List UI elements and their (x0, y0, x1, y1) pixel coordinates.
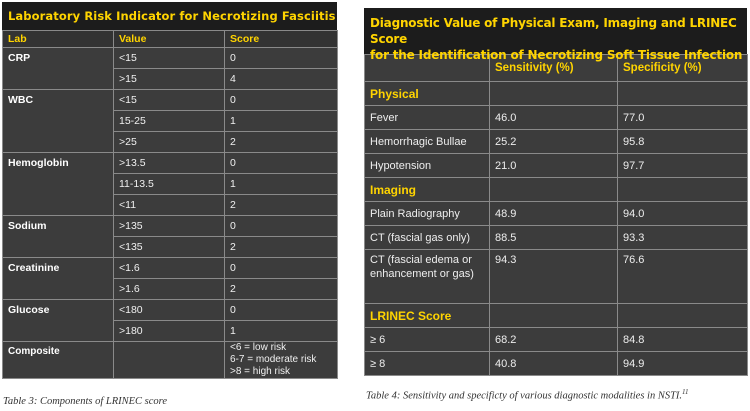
header-score: Score (225, 31, 338, 48)
risk-line: 6-7 = moderate risk (230, 354, 317, 365)
value-cell: <11 (114, 195, 225, 216)
section-label: Imaging (365, 178, 490, 202)
table3-grid (2, 30, 338, 379)
lab-name-cell: Composite (3, 342, 114, 379)
sensitivity-cell: 48.9 (490, 202, 618, 226)
lab-name-cell: WBC (3, 90, 114, 153)
table-row (365, 154, 748, 178)
lab-name-cell: Creatinine (3, 258, 114, 300)
table4-body (365, 82, 748, 376)
sensitivity-cell: 40.8 (490, 352, 618, 376)
empty-cell (490, 178, 618, 202)
table4-grid (364, 54, 748, 376)
table4-title-line1: Diagnostic Value of Physical Exam, Imaging and LRINEC Score (370, 16, 737, 46)
header-specificity: Specificity (%) (618, 55, 748, 82)
specificity-cell: 84.8 (618, 328, 748, 352)
value-cell: >13.5 (114, 153, 225, 174)
score-cell: 0 (225, 48, 338, 69)
section-label: LRINEC Score (365, 304, 490, 328)
table3-body (3, 48, 338, 379)
modality-cell: Hypotension (365, 154, 490, 178)
modality-cell: CT (fascial edema or enhancement or gas) (365, 250, 490, 304)
table-row (365, 202, 748, 226)
score-cell: 1 (225, 111, 338, 132)
value-cell: >25 (114, 132, 225, 153)
value-cell: <180 (114, 300, 225, 321)
table-row (3, 258, 338, 279)
table4-caption-ref: 11 (682, 388, 689, 396)
specificity-cell: 93.3 (618, 226, 748, 250)
value-cell: <135 (114, 237, 225, 258)
value-cell: 15-25 (114, 111, 225, 132)
table-row (365, 328, 748, 352)
sensitivity-cell: 46.0 (490, 106, 618, 130)
table-row (365, 106, 748, 130)
risk-line: >8 = high risk (230, 366, 291, 377)
specificity-cell: 94.9 (618, 352, 748, 376)
table-row (3, 216, 338, 237)
modality-cell: Fever (365, 106, 490, 130)
section-row (365, 82, 748, 106)
specificity-cell: 94.0 (618, 202, 748, 226)
empty-cell (618, 304, 748, 328)
modality-cell: Plain Radiography (365, 202, 490, 226)
sensitivity-cell: 25.2 (490, 130, 618, 154)
score-cell: 0 (225, 153, 338, 174)
value-cell: >135 (114, 216, 225, 237)
score-cell: 2 (225, 195, 338, 216)
table4-title-line2: for the Identification of Necrotizing Soft Tissue Infection (370, 48, 743, 62)
value-cell: <15 (114, 48, 225, 69)
empty-cell (618, 82, 748, 106)
score-cell: 1 (225, 321, 338, 342)
header-lab: Lab (3, 31, 114, 48)
risk-line: <6 = low risk (230, 342, 287, 353)
sensitivity-cell: 21.0 (490, 154, 618, 178)
lab-name-cell: Hemoglobin (3, 153, 114, 216)
specificity-cell: 76.6 (618, 250, 748, 304)
value-cell (114, 342, 225, 379)
header-value: Value (114, 31, 225, 48)
value-cell: >180 (114, 321, 225, 342)
value-cell: <15 (114, 90, 225, 111)
lab-name-cell: CRP (3, 48, 114, 90)
section-row (365, 178, 748, 202)
score-cell: 2 (225, 237, 338, 258)
table-row (365, 226, 748, 250)
sensitivity-cell: 94.3 (490, 250, 618, 304)
score-cell: 4 (225, 69, 338, 90)
score-cell: 0 (225, 258, 338, 279)
composite-row (3, 342, 338, 379)
lab-name-cell: Sodium (3, 216, 114, 258)
table-row (3, 300, 338, 321)
empty-cell (618, 178, 748, 202)
table-row (3, 48, 338, 69)
lab-name-cell: Glucose (3, 300, 114, 342)
value-cell: 11-13.5 (114, 174, 225, 195)
table-row (3, 90, 338, 111)
modality-cell: CT (fascial gas only) (365, 226, 490, 250)
score-cell: 0 (225, 216, 338, 237)
diagnostic-value-table (364, 8, 747, 376)
specificity-cell: 77.0 (618, 106, 748, 130)
section-label: Physical (365, 82, 490, 106)
table-row (365, 130, 748, 154)
table4-caption-text: Table 4: Sensitivity and specificty of various diagnostic modalities in NSTI. (366, 390, 683, 402)
score-cell: 0 (225, 300, 338, 321)
specificity-cell: 97.7 (618, 154, 748, 178)
table-row (365, 250, 748, 304)
sensitivity-cell: 88.5 (490, 226, 618, 250)
table4-title (364, 8, 747, 62)
table3-caption: Table 3: Components of LRINEC score (3, 396, 168, 407)
modality-cell: ≥ 6 (365, 328, 490, 352)
header-sensitivity: Sensitivity (%) (490, 55, 618, 82)
section-row (365, 304, 748, 328)
empty-cell (490, 304, 618, 328)
table4-caption (366, 388, 689, 402)
score-cell: 1 (225, 174, 338, 195)
table-row (3, 153, 338, 174)
table3-header-row (3, 31, 338, 48)
score-cell: 0 (225, 90, 338, 111)
value-cell: >15 (114, 69, 225, 90)
score-cell: 2 (225, 132, 338, 153)
score-cell: 2 (225, 279, 338, 300)
empty-cell (490, 82, 618, 106)
value-cell: >1.6 (114, 279, 225, 300)
specificity-cell: 95.8 (618, 130, 748, 154)
modality-cell: ≥ 8 (365, 352, 490, 376)
lrinec-components-table (2, 2, 337, 379)
table-row (365, 352, 748, 376)
table3-title: Laboratory Risk Indicator for Necrotizing Fasciitis (2, 2, 337, 30)
composite-score-cell (225, 342, 338, 379)
value-cell: <1.6 (114, 258, 225, 279)
modality-cell: Hemorrhagic Bullae (365, 130, 490, 154)
sensitivity-cell: 68.2 (490, 328, 618, 352)
